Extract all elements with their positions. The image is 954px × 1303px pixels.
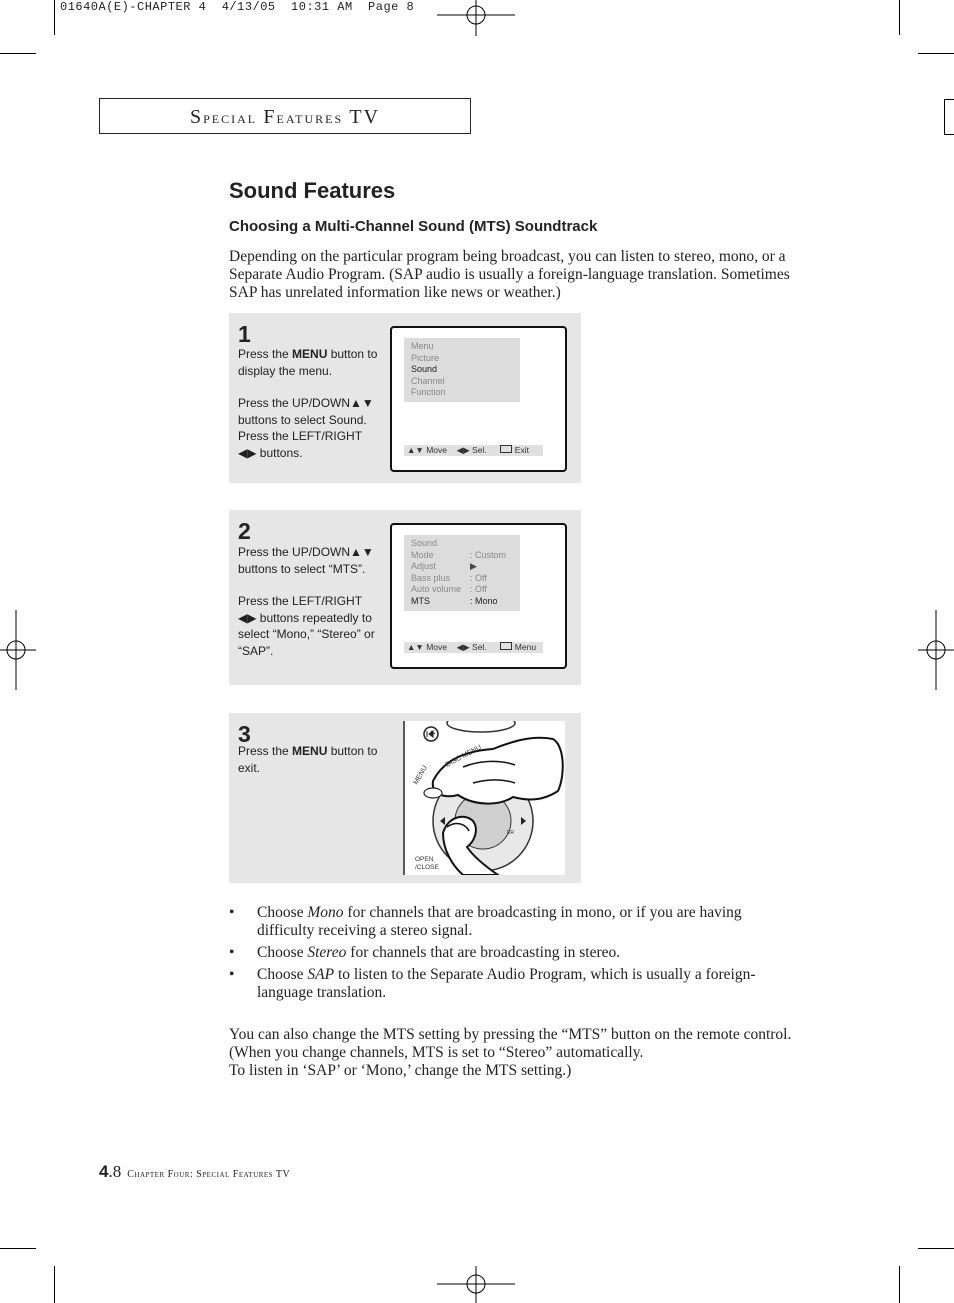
step-2-panel [229,510,581,685]
page-number-minor: .8 [108,1162,122,1181]
step-instructions: Press the UP/DOWN▲▼ buttons to select “MTS”. Press the LEFT/RIGHT ◀▶ buttons repeatedly to select “Mono,” “Stereo” or “SAP”. [238,545,375,658]
svg-text:ER: ER [507,830,514,836]
osd-menu: Menu Picture Sound Channel Function [404,338,520,402]
updown-icon: ▲▼ [407,642,424,652]
registration-mark-left [0,610,36,690]
outro-paragraph: You can also change the MTS setting by pressing the “MTS” button on the remote control. (When you change channels, MTS is set to “Stereo” automatically. To listen in ‘SAP’ or ‘Mono,’ change the MTS setting.) [229,1026,792,1079]
svg-text:MENU: MENU [412,764,430,786]
page-title: Sound Features [229,178,396,203]
page-number-major: 4 [99,1162,109,1181]
menu-key-icon [500,642,512,650]
step-instructions: Press the MENU button to exit. [238,744,378,775]
osd-help-bar: ▲▼ Move ◀▶ Sel. Exit [404,445,543,456]
svg-text:OPEN: OPEN [415,856,434,863]
page-footer [99,1162,290,1182]
step-instructions: Press the MENU button to display the menu. Press the UP/DOWN▲▼ buttons to select Sound. Press the LEFT/RIGHT ◀▶ buttons. [238,347,378,460]
leftright-icon: ◀▶ [456,445,470,455]
menu-key-icon [500,445,512,453]
intro-paragraph: Depending on the particular program being broadcast, you can listen to stereo, mono, or a Separate Audio Program. (SAP audio is usually a foreign-language translation. Sometimes SAP has unrelated information like news or weather.) [229,248,790,301]
step-1-panel [229,313,581,483]
chapter-label: Chapter Four: Special Features TV [127,1169,291,1180]
step-number: 1 [238,321,251,347]
print-header: 01640A(E)-CHAPTER 4 4/13/05 10:31 AM Page 8 [60,0,415,14]
list-item: • Choose SAP to listen to the Separate Audio Program, which is usually a foreign-language translation. [229,966,756,1001]
list-item: • Choose Mono for channels that are broadcasting in mono, or if you are having difficulty receiving a stereo signal. [229,904,742,939]
remote-hand-illustration [403,721,565,875]
registration-mark-right [918,610,954,690]
registration-mark-top [437,0,515,36]
step-number: 2 [238,518,251,544]
step-number: 3 [238,721,251,747]
section-header-box [99,98,471,134]
osd-sound-menu: Sound Mode : Custom Adjust ▶ Bass plus : Off Auto volume : Off MTS : Mono [404,535,520,611]
step-3-panel [229,713,581,883]
osd-help-bar: ▲▼ Move ◀▶ Sel. Menu [404,642,543,653]
registration-mark-bottom [437,1266,515,1303]
leftright-icon: ◀▶ [456,642,470,652]
page-subtitle: Choosing a Multi-Channel Sound (MTS) Soundtrack [229,218,598,235]
section-title: Special Features TV [190,106,381,128]
svg-text:/CLOSE: /CLOSE [415,864,439,871]
list-item: • Choose Stereo for channels that are broadcasting in stereo. [229,944,621,961]
tv-screen [390,326,567,472]
updown-icon: ▲▼ [407,445,424,455]
tv-screen [390,523,567,669]
bullet-list [229,904,769,1006]
svg-text:DISC MENU: DISC MENU [444,744,483,769]
